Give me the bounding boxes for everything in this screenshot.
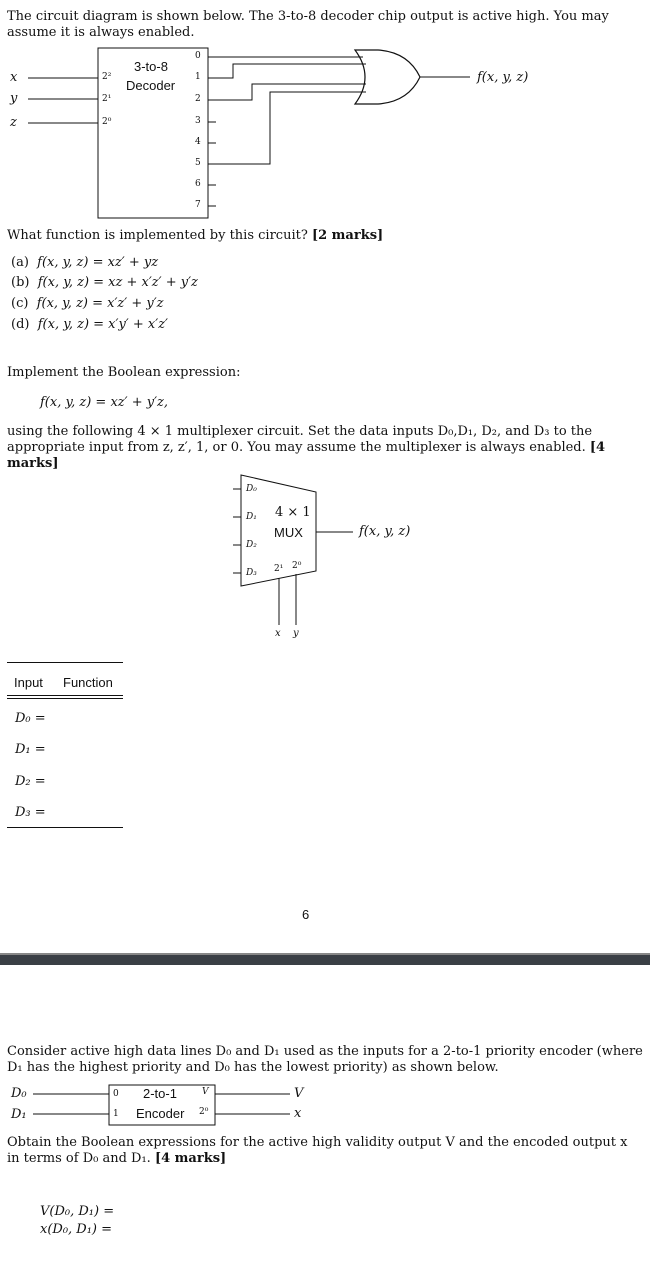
decoder-title-2: Decoder: [126, 78, 176, 93]
encoder-output-v: V: [294, 1086, 304, 1101]
answer-v[interactable]: V(D₀, D₁) =: [40, 1204, 115, 1219]
decoder-out-3: 3: [195, 116, 201, 126]
page-number: 6: [302, 907, 310, 922]
table-header-rule-1: [7, 695, 123, 696]
encoder-diagram: [0, 1080, 650, 1130]
encoder-title-1: 2-to-1: [143, 1086, 177, 1101]
q1-option-c[interactable]: (c) f(x, y, z) = x′z′ + y′z: [11, 296, 164, 311]
table-header-rule-2: [7, 698, 123, 699]
decoder-input-y: y: [10, 91, 18, 106]
decoder-out-0: 0: [195, 51, 201, 61]
decoder-out-4: 4: [195, 137, 201, 147]
encoder-title-2: Encoder: [136, 1106, 185, 1121]
decoder-out-1: 1: [195, 72, 201, 82]
q2-expression: f(x, y, z) = xz′ + y′z,: [40, 395, 169, 410]
table-top-rule: [7, 662, 123, 663]
table-header-input: Input: [14, 675, 43, 690]
decoder-weight-1: 2¹: [102, 94, 112, 104]
mux-select-weight-1: 2¹: [274, 564, 284, 574]
decoder-out-5: 5: [195, 158, 201, 168]
page-divider: [0, 955, 650, 965]
mux-select-weight-0: 2⁰: [292, 561, 302, 571]
mux-output-label: f(x, y, z): [359, 524, 411, 539]
mux-title-1: 4 × 1: [275, 505, 311, 520]
answer-x[interactable]: x(D₀, D₁) =: [40, 1222, 113, 1237]
encoder-pin-0: 0: [113, 1089, 119, 1099]
decoder-circuit-diagram: [0, 44, 650, 224]
mux-input-d3: D₃: [246, 568, 257, 578]
decoder-out-6: 6: [195, 179, 201, 189]
encoder-out-pin-x: 2⁰: [199, 1107, 209, 1117]
mux-input-d0: D₀: [246, 484, 257, 494]
encoder-pin-1: 1: [113, 1109, 119, 1119]
mux-title-2: MUX: [274, 525, 303, 540]
decoder-input-x: x: [10, 70, 18, 85]
decoder-weight-2: 2²: [102, 72, 112, 82]
q1-option-b[interactable]: (b) f(x, y, z) = xz + x′z′ + y′z: [11, 275, 198, 290]
mux-input-d1: D₁: [246, 512, 257, 522]
encoder-out-pin-v: V: [202, 1087, 209, 1097]
table-row: D₂ =: [15, 774, 46, 789]
table-row: D₀ =: [15, 711, 46, 726]
decoder-out-7: 7: [195, 200, 201, 210]
q1-question: What function is implemented by this circuit? [2 marks]: [7, 228, 384, 243]
table-row: D₃ =: [15, 805, 46, 820]
mux-diagram: [0, 470, 650, 640]
table-bottom-rule: [7, 827, 123, 828]
mux-select-y: y: [293, 628, 299, 639]
q1-option-a[interactable]: (a) f(x, y, z) = xz′ + yz: [11, 255, 159, 270]
decoder-weight-0: 2⁰: [102, 117, 112, 127]
q1-option-d[interactable]: (d) f(x, y, z) = x′y′ + x′z′: [11, 317, 168, 332]
q3-question: Obtain the Boolean expressions for the active high validity output V and the encoded output x in terms of D₀ and D₁. [4 marks]: [7, 1135, 628, 1166]
decoder-out-2: 2: [195, 94, 201, 104]
mux-select-x: x: [275, 628, 281, 639]
table-header-function: Function: [63, 675, 113, 690]
encoder-input-d0: D₀: [11, 1086, 27, 1101]
q3-intro: Consider active high data lines D₀ and D₁ used as the inputs for a 2-to-1 priority encoder (where D₁ has the highest priority and D₀ has the lowest priority) as shown below.: [7, 1044, 643, 1075]
or-output-label: f(x, y, z): [477, 70, 529, 85]
table-row: D₁ =: [15, 742, 46, 757]
encoder-output-x: x: [294, 1106, 302, 1121]
q2-intro: Implement the Boolean expression:: [7, 365, 241, 380]
q2-text: using the following 4 × 1 multiplexer circuit. Set the data inputs D₀,D₁, D₂, and D₃ to the appropriate input from z, z′, 1, or 0. You may assume the multiplexer is always enabled. [4 marks]: [7, 424, 606, 471]
decoder-input-z: z: [10, 115, 17, 130]
q1-intro: The circuit diagram is shown below. The 3-to-8 decoder chip output is active high. You may assume it is always enabled.: [7, 9, 609, 40]
mux-input-d2: D₂: [246, 540, 257, 550]
or-gate-icon: [355, 50, 420, 104]
decoder-title-1: 3-to-8: [134, 59, 168, 74]
encoder-input-d1: D₁: [11, 1107, 27, 1122]
